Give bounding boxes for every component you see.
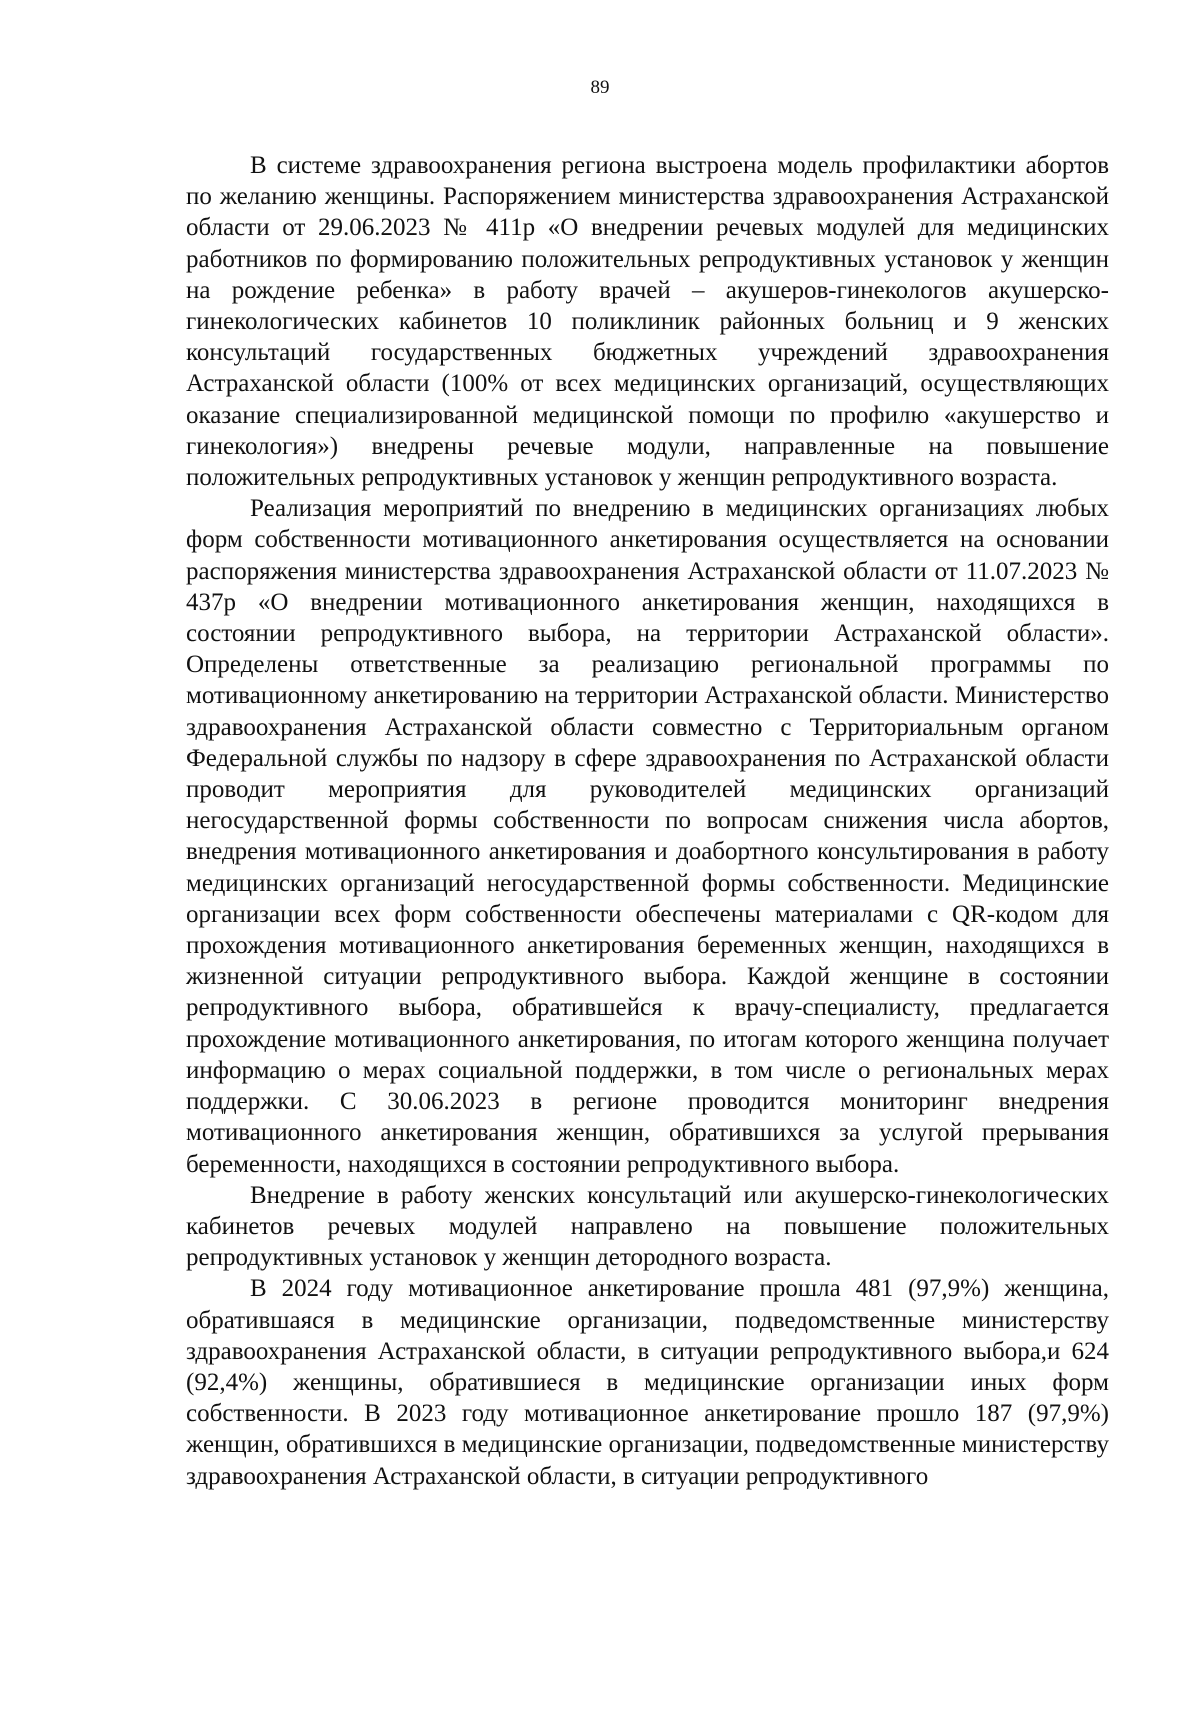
page-number: 89: [590, 77, 610, 98]
document-body: [186, 150, 1109, 1492]
paragraph-statistics: В 2024 году мотивационное анкетирование прошла 481 (97,9%) женщина, обратившаяся в медицинские организации, подведомственные министерству здравоохранения Астраханской области, в ситуации репродуктивного выбора,и 624 (92,4%) женщины, обратившиеся в медицинские организации иных форм собственности. В 2023 году мотивационное анкетирование прошло 187 (97,9%) женщин, обратившихся в медицинские организации, подведомственные министерству здравоохранения Астраханской области, в ситуации репродуктивного: [186, 1275, 1109, 1490]
paragraph-speech-modules: Внедрение в работу женских консультаций или акушерско-гинекологических кабинетов речевых модулей направлено на повышение положительных репродуктивных установок у женщин детородного возраста.: [186, 1181, 1109, 1272]
paragraph-abortion-prevention-model: В системе здравоохранения региона выстроена модель профилактики абортов по желанию женщины. Распоряжением министерства здравоохранения Астраханской области от 29.06.2023 № 411р «О внедрении речевых модулей для медицинских работников по формированию положительных репродуктивных установок у женщин на рождение ребенка» в работу врачей – акушеров-гинекологов акушерско-гинекологических кабинетов 10 поликлиник районных больниц и 9 женских консультаций государственных бюджетных учреждений здравоохранения Астраханской области (100% от всех медицинских организаций, осуществляющих оказание специализированной медицинской помощи по профилю «акушерство и гинекология») внедрены речевые модули, направленные на повышение положительных репродуктивных установок у женщин репродуктивного возраста.: [186, 152, 1109, 492]
paragraph-motivational-questionnaire: Реализация мероприятий по внедрению в медицинских организациях любых форм собственности мотивационного анкетирования осуществляется на основании распоряжения министерства здравоохранения Астраханской области от 11.07.2023 № 437р «О внедрении мотивационного анкетирования женщин, находящихся в состоянии репродуктивного выбора, на территории Астраханской области». Определены ответственные за реализацию региональной программы по мотивационному анкетированию на территории Астраханской области. Министерство здравоохранения Астраханской области совместно с Территориальным органом Федеральной службы по надзору в сфере здравоохранения по Астраханской области проводит мероприятия для руководителей медицинских организаций негосударственной формы собственности по вопросам снижения числа абортов, внедрения мотивационного анкетирования и доабортного консультирования в работу медицинских организаций негосударственной формы собственности. Медицинские организации всех форм собственности обеспечены материалами с QR-кодом для прохождения мотивационного анкетирования беременных женщин, находящихся в жизненной ситуации репродуктивного выбора. Каждой женщине в состоянии репродуктивного выбора, обратившейся к врачу-специалисту, предлагается прохождение мотивационного анкетирования, по итогам которого женщина получает информацию о мерах социальной поддержки, в том числе о региональных мерах поддержки. С 30.06.2023 в регионе проводится мониторинг внедрения мотивационного анкетирования женщин, обратившихся за услугой прерывания беременности, находящихся в состоянии репродуктивного выбора.: [186, 495, 1109, 1178]
